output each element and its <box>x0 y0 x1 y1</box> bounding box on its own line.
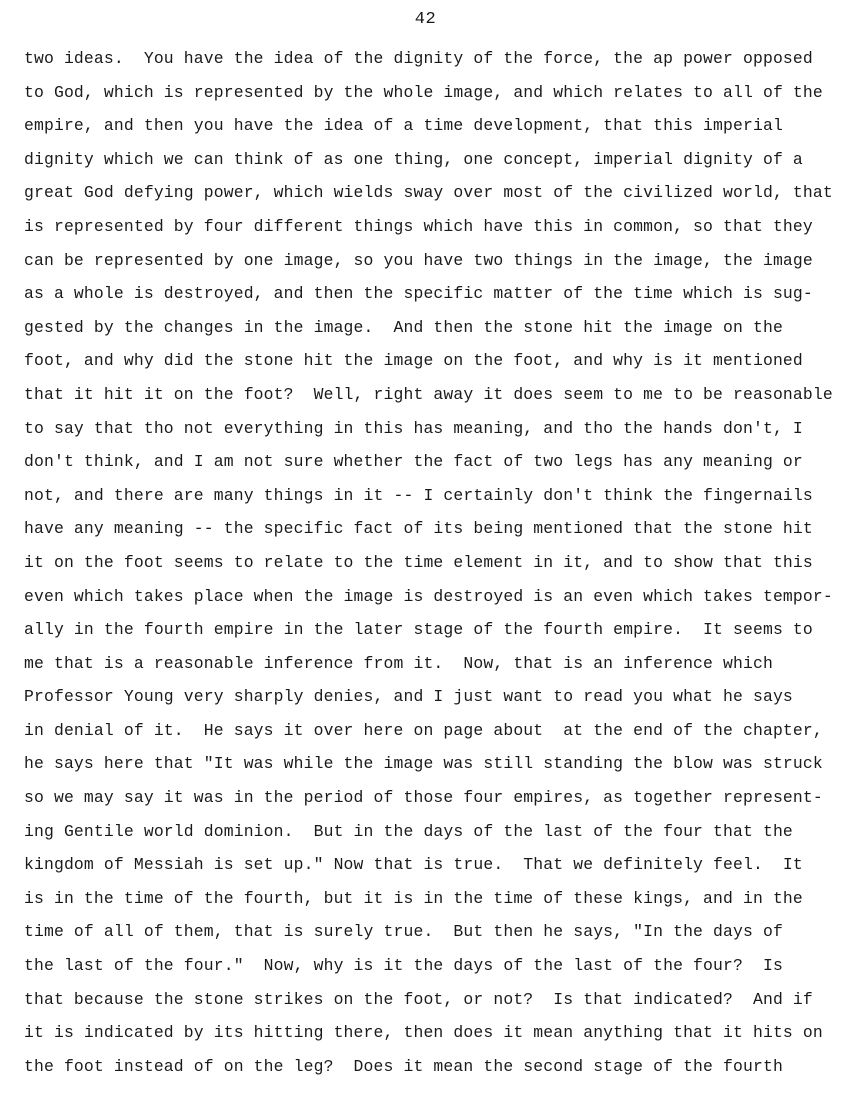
text-line: so we may say it was in the period of those four empires, as together represent- <box>24 788 823 808</box>
text-line: that because the stone strikes on the foot, or not? Is that indicated? And if <box>24 989 813 1009</box>
body-text <box>24 42 844 1083</box>
text-line: gested by the changes in the image. And then the stone hit the image on the <box>24 317 783 337</box>
text-line: two ideas. You have the idea of the dignity of the force, the ap power opposed <box>24 49 813 68</box>
text-line: to God, which is represented by the whole image, and which relates to all of the <box>24 82 823 102</box>
text-line: don't think, and I am not sure whether the fact of two legs has any meaning or <box>24 452 803 472</box>
text-line: me that is a reasonable inference from it. Now, that is an inference which <box>24 653 773 673</box>
text-line: it is indicated by its hitting there, then does it mean anything that it hits on <box>24 1023 823 1043</box>
text-line: have any meaning -- the specific fact of its being mentioned that the stone hit <box>24 519 813 539</box>
text-line: that it hit it on the foot? Well, right away it does seem to me to be reasonable <box>24 384 833 404</box>
text-line: even which takes place when the image is destroyed is an even which takes tempor- <box>24 586 833 606</box>
text-line: time of all of them, that is surely true. But then he says, "In the days of <box>24 922 783 942</box>
text-line: he says here that "It was while the image was still standing the blow was struck <box>24 754 823 774</box>
text-line: it on the foot seems to relate to the time element in it, and to show that this <box>24 552 813 572</box>
text-line: ing Gentile world dominion. But in the days of the last of the four that the <box>24 821 793 841</box>
text-line: Professor Young very sharply denies, and I just want to read you what he says <box>24 687 793 707</box>
text-line: empire, and then you have the idea of a time development, that this imperial <box>24 116 783 136</box>
text-line: is represented by four different things which have this in common, so that they <box>24 216 813 236</box>
text-line: foot, and why did the stone hit the image on the foot, and why is it mentioned <box>24 351 803 371</box>
text-line: to say that tho not everything in this has meaning, and tho the hands don't, I <box>24 418 803 438</box>
text-line: in denial of it. He says it over here on page about at the end of the chapter, <box>24 720 823 740</box>
text-line: kingdom of Messiah is set up." Now that is true. That we definitely feel. It <box>24 855 803 875</box>
text-line: great God defying power, which wields sway over most of the civilized world, that <box>24 183 833 203</box>
text-line: is in the time of the fourth, but it is in the time of these kings, and in the <box>24 888 803 908</box>
text-line: the last of the four." Now, why is it the days of the last of the four? Is <box>24 956 783 976</box>
text-line: as a whole is destroyed, and then the specific matter of the time which is sug- <box>24 284 813 304</box>
text-line: the foot instead of on the leg? Does it mean the second stage of the fourth <box>24 1056 783 1076</box>
text-line: not, and there are many things in it -- I certainly don't think the fingernails <box>24 485 813 505</box>
page-number: 42 <box>414 10 437 29</box>
text-line: ally in the fourth empire in the later stage of the fourth empire. It seems to <box>24 620 813 640</box>
text-line: can be represented by one image, so you have two things in the image, the image <box>24 250 813 270</box>
text-line: dignity which we can think of as one thing, one concept, imperial dignity of a <box>24 149 803 169</box>
